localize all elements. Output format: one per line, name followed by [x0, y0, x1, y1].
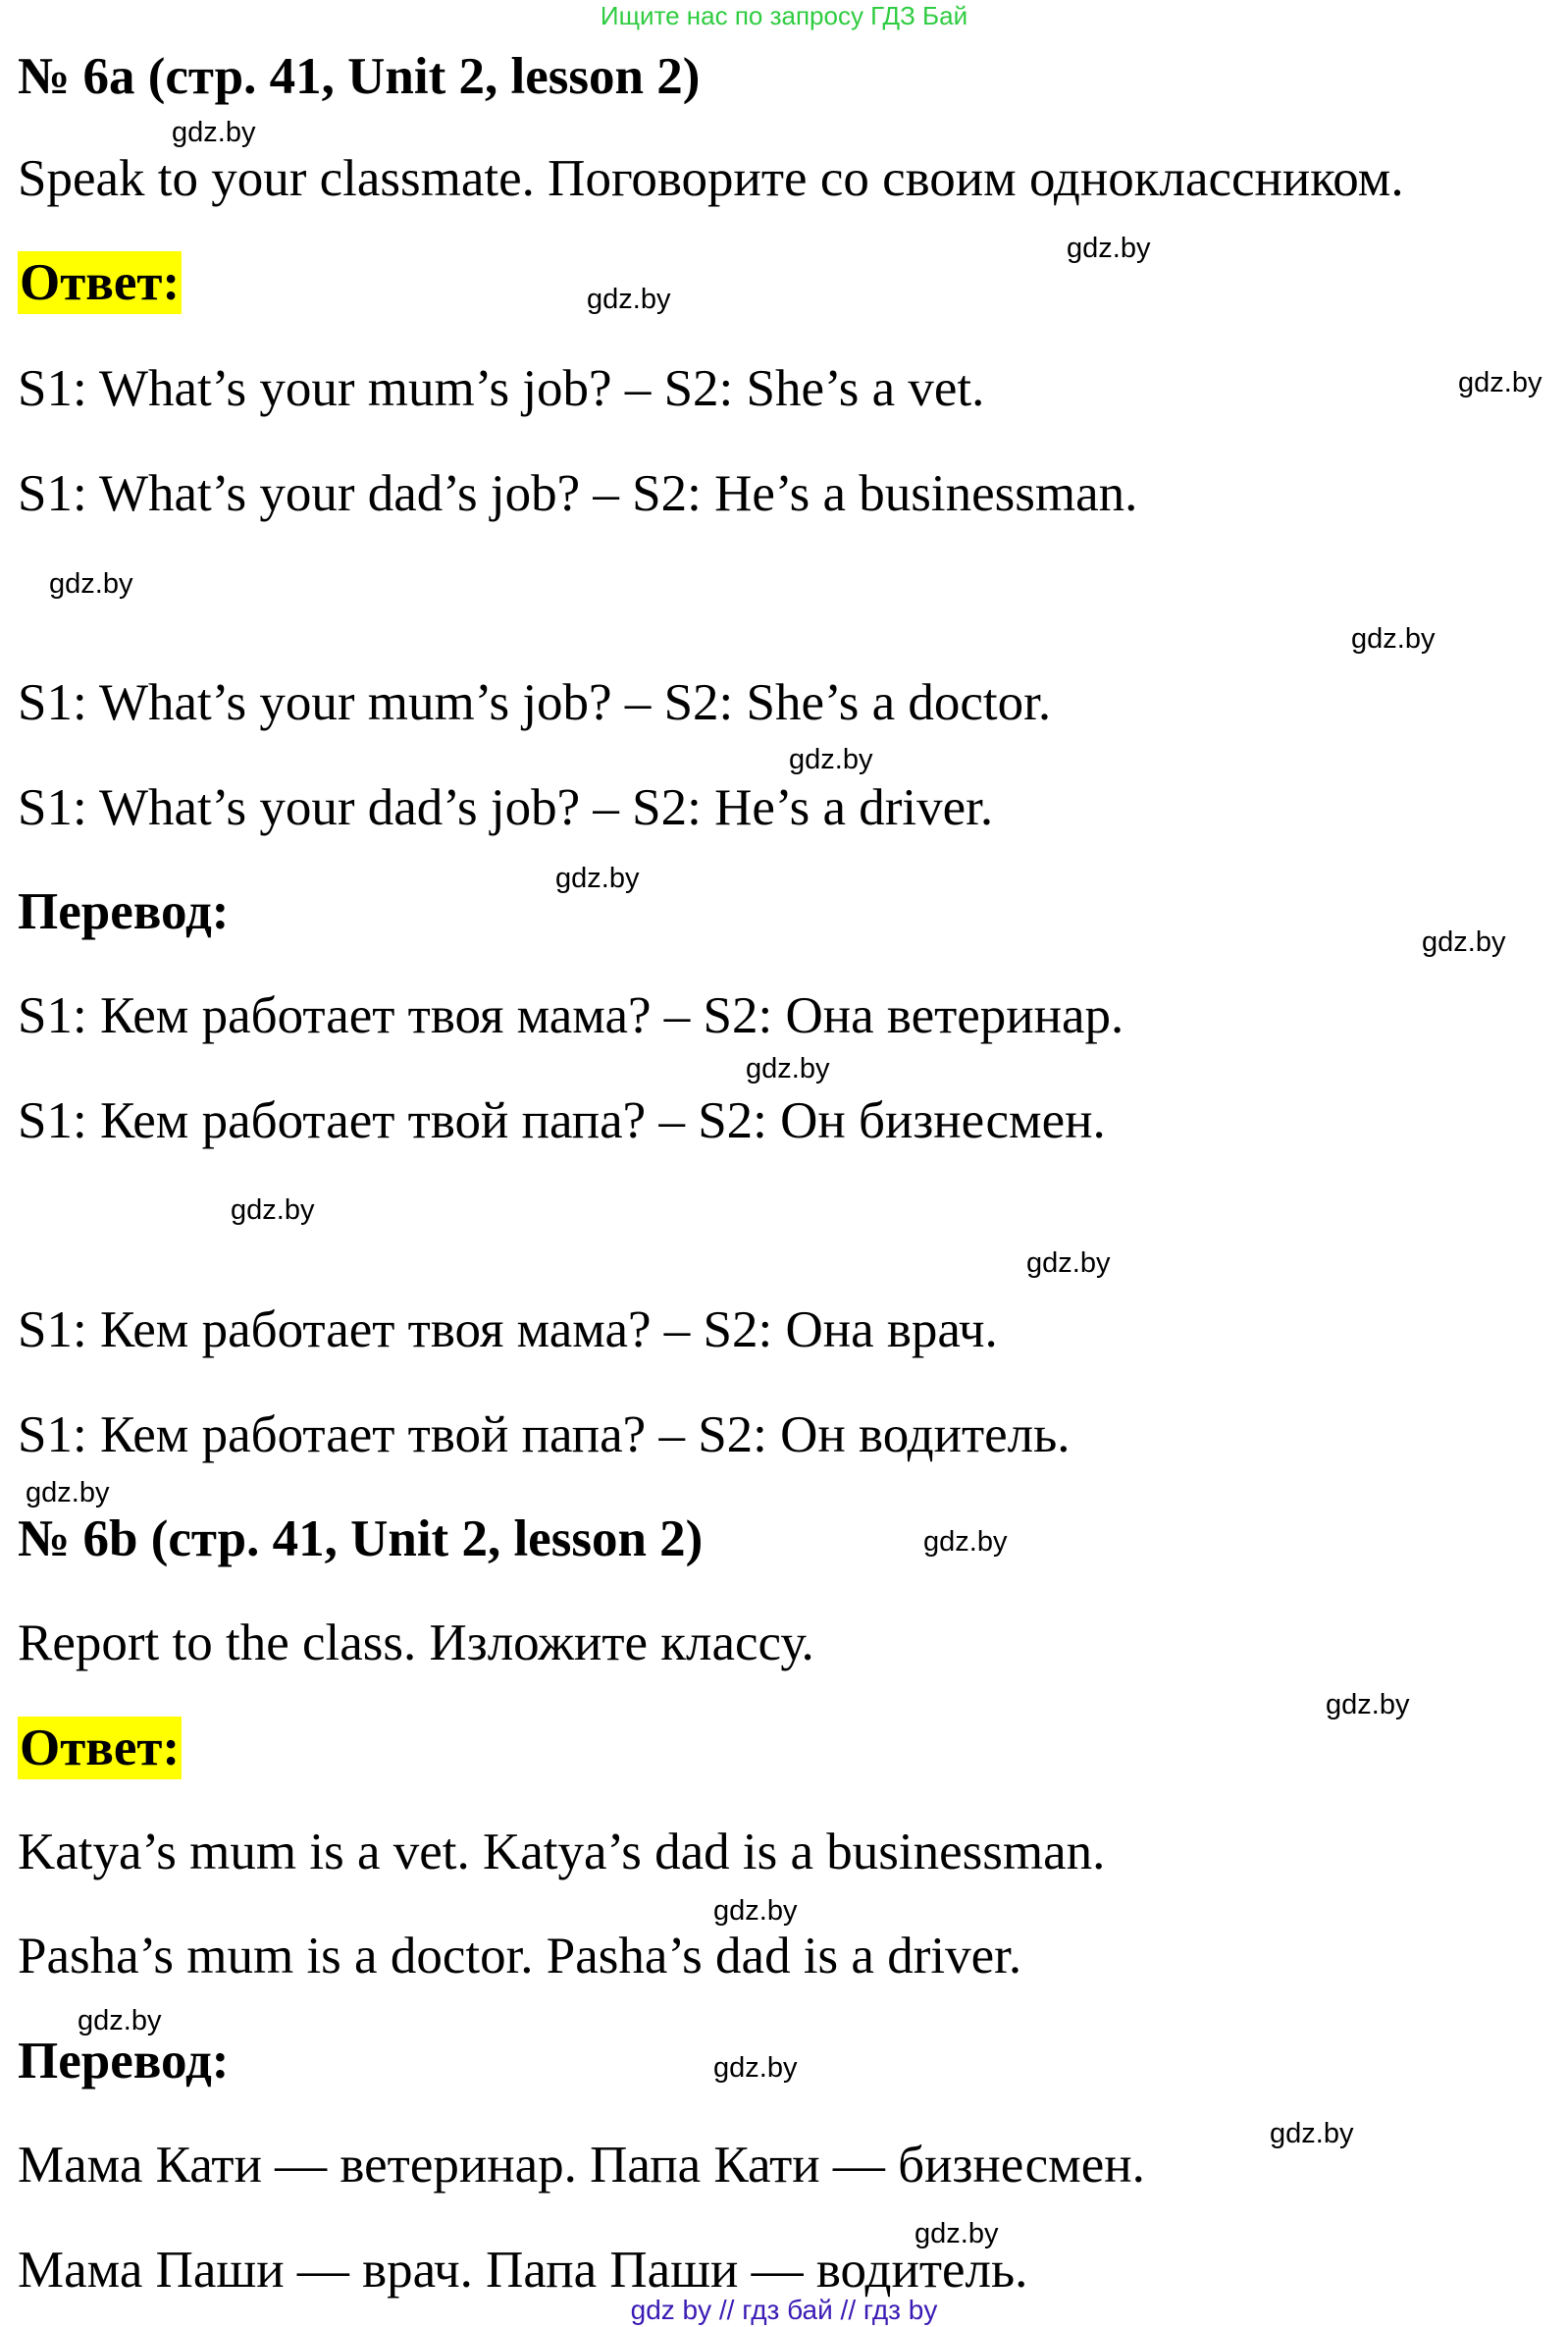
task-6b-instruction: Report to the class. Изложите классу. [18, 1614, 814, 1671]
footer-links: gdz by // гдз бай // гдз by [630, 2295, 938, 2325]
task-6a-answer-line: S1: What’s your mum’s job? – S2: She’s a doctor. [18, 674, 1052, 731]
watermark: gdz.by [1422, 926, 1506, 958]
task-6b-heading: № 6b (стр. 41, Unit 2, lesson 2) [18, 1510, 704, 1567]
task-6a-translation-line: S1: Кем работает твой папа? – S2: Он бизнесмен. [18, 1092, 1106, 1149]
task-6b-answer-line: Pasha’s mum is a doctor. Pasha’s dad is a driver. [18, 1928, 1022, 1984]
task-6a-translation-line: S1: Кем работает твоя мама? – S2: Она ветеринар. [18, 987, 1124, 1044]
watermark: gdz.by [746, 1053, 830, 1084]
watermark: gdz.by [713, 2052, 798, 2084]
task-6a-translation-label: Перевод: [18, 883, 230, 940]
task-6a-instruction: Speak to your classmate. Поговорите со своим одноклассником. [18, 150, 1404, 207]
watermark: gdz.by [1458, 367, 1542, 398]
task-6b-answer-label: Ответ: [18, 1717, 182, 1779]
task-6b-answer-line: Katya’s mum is a vet. Katya’s dad is a businessman. [18, 1824, 1106, 1880]
watermark: gdz.by [49, 568, 133, 600]
watermark: gdz.by [231, 1194, 315, 1226]
task-6a-answer-line: S1: What’s your dad’s job? – S2: He’s a businessman. [18, 465, 1138, 522]
watermark: gdz.by [713, 1895, 798, 1927]
task-6a-answer-label: Ответ: [18, 251, 182, 314]
watermark: gdz.by [1067, 233, 1151, 264]
task-6a-translation-line: S1: Кем работает твоя мама? – S2: Она врач. [18, 1301, 998, 1358]
watermark: gdz.by [1351, 623, 1436, 655]
task-6a-answer-line: S1: What’s your mum’s job? – S2: She’s a vet. [18, 360, 985, 417]
watermark: gdz.by [1326, 1689, 1410, 1720]
watermark: gdz.by [78, 2005, 162, 2036]
watermark: gdz.by [915, 2218, 999, 2249]
watermark: gdz.by [26, 1477, 110, 1508]
watermark: gdz.by [172, 117, 256, 148]
task-6a-heading: № 6а (стр. 41, Unit 2, lesson 2) [18, 48, 701, 105]
search-banner: Ищите нас по запросу ГДЗ Бай [600, 1, 968, 30]
watermark: gdz.by [555, 863, 640, 894]
watermark: gdz.by [587, 284, 671, 315]
watermark: gdz.by [923, 1526, 1008, 1558]
task-6b-translation-line: Мама Кати — ветеринар. Папа Кати — бизнесмен. [18, 2137, 1145, 2194]
watermark: gdz.by [1026, 1247, 1111, 1279]
task-6a-answer-line: S1: What’s your dad’s job? – S2: He’s a driver. [18, 779, 994, 836]
watermark: gdz.by [789, 744, 873, 775]
watermark: gdz.by [1270, 2118, 1354, 2149]
task-6b-translation-line: Мама Паши — врач. Папа Паши — водитель. [18, 2242, 1028, 2299]
task-6a-translation-line: S1: Кем работает твой папа? – S2: Он водитель. [18, 1406, 1071, 1463]
task-6b-translation-label: Перевод: [18, 2033, 230, 2089]
